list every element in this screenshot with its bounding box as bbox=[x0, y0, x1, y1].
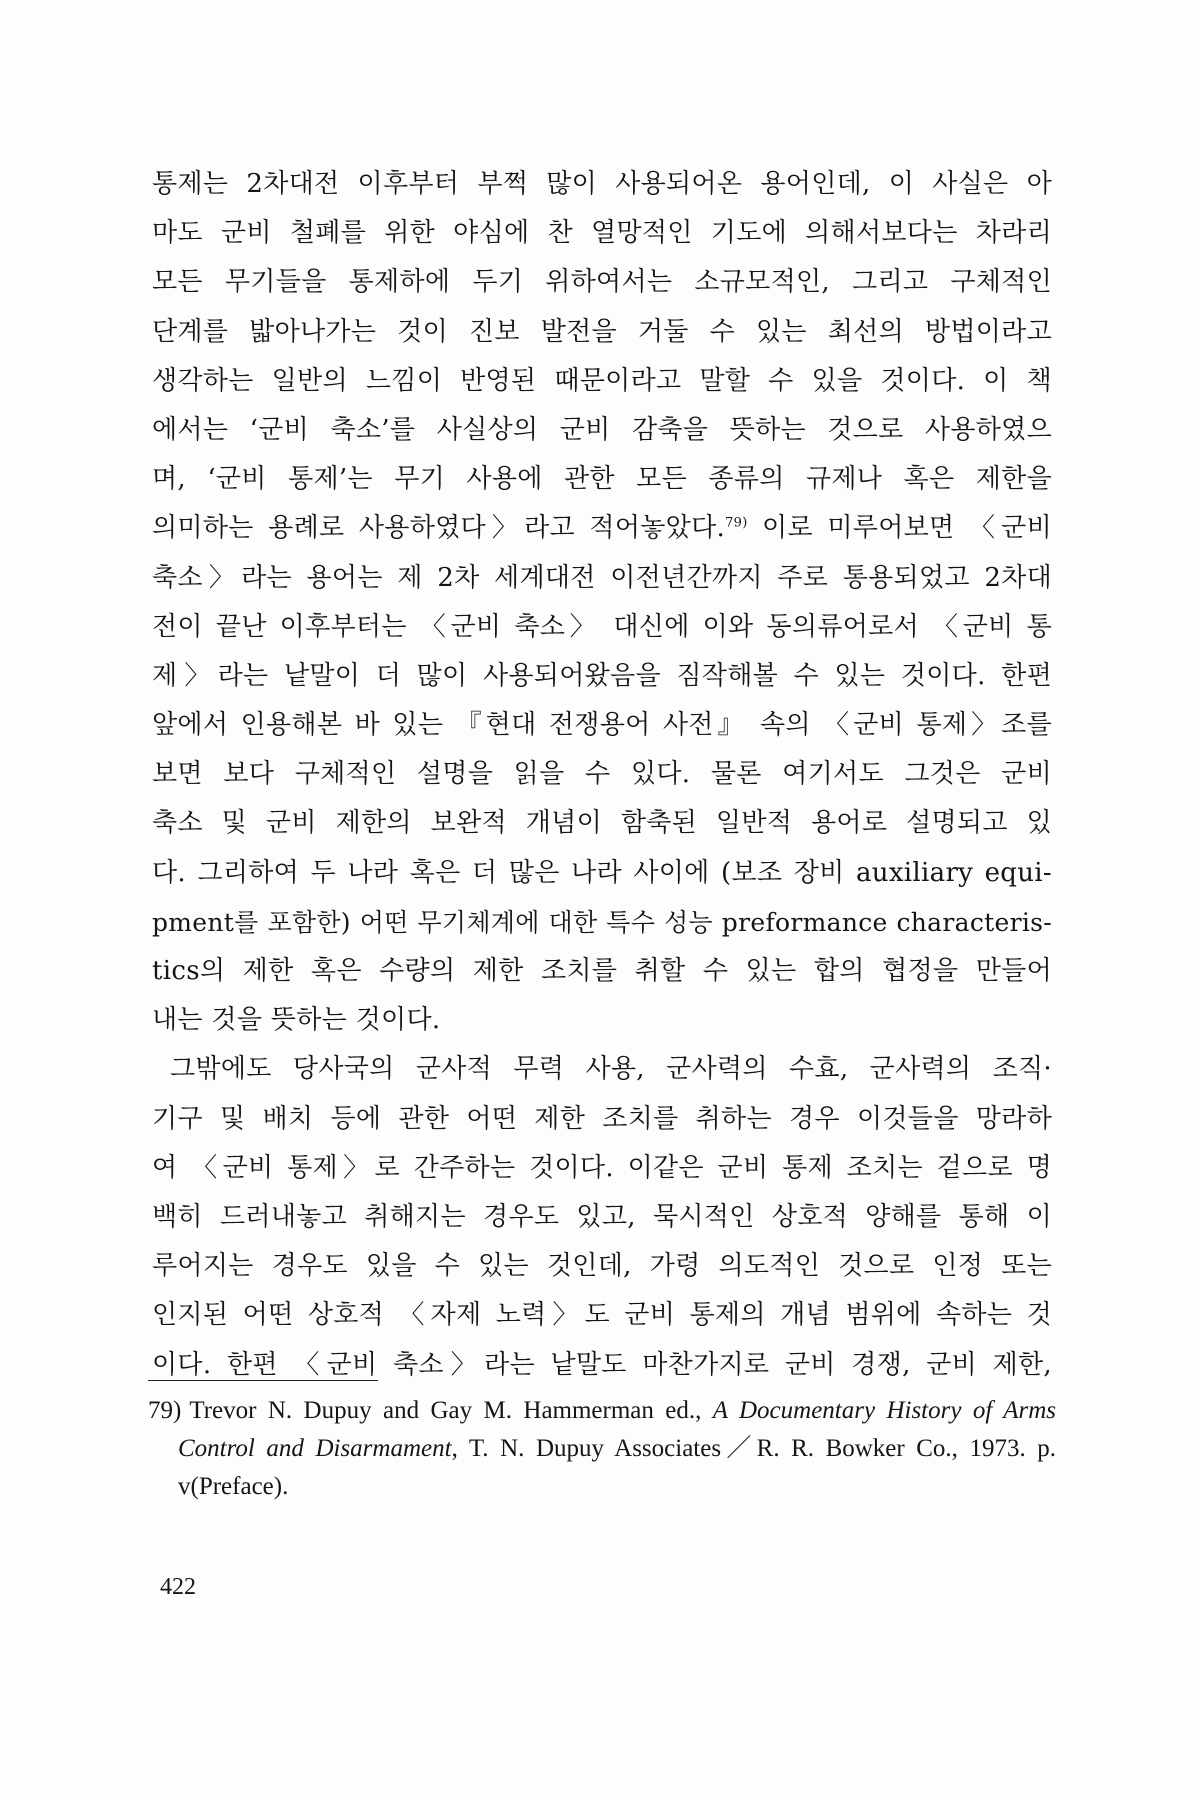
text-line: 백히 드러내놓고 취해지는 경우도 있고, 묵시적인 상호적 양해를 통해 이 bbox=[152, 1201, 1052, 1232]
text-line: 그밖에도 당사국의 군사적 무력 사용, 군사력의 수효, 군사력의 조직· bbox=[170, 1054, 1052, 1085]
text-line: 전이 끝난 이후부터는 〈군비 축소〉 대신에 이와 동의류어로서 〈군비 통 bbox=[152, 611, 1052, 642]
footnote-title-cont: Control and Disarmament bbox=[178, 1435, 452, 1462]
footnote-marker: 79) bbox=[148, 1397, 182, 1424]
page-number: 422 bbox=[160, 1574, 196, 1600]
footnote-publisher: , T. N. Dupuy Associates／R. R. Bowker Co., 1973. p. bbox=[451, 1435, 1056, 1462]
footnote-line bbox=[148, 1430, 1056, 1468]
text-line: pment를 포함한) 어떤 무기체계에 대한 특수 성능 preformance characteris- bbox=[152, 907, 1052, 937]
text-line: 다. 그리하여 두 나라 혹은 더 많은 나라 사이에 (보조 장비 auxiliary equi- bbox=[152, 857, 1052, 888]
text-line-tail: 이로 미루어보면 〈군비 bbox=[747, 513, 1052, 544]
text-line-with-footnote-ref bbox=[152, 504, 1052, 553]
text-line: 여 〈군비 통제〉로 간주하는 것이다. 이같은 군비 통제 조치는 겉으로 명 bbox=[152, 1152, 1052, 1183]
text-line: 생각하는 일반의 느낌이 반영된 때문이라고 말할 수 있을 것이다. 이 책 bbox=[152, 365, 1052, 396]
text-line: 모든 무기들을 통제하에 두기 위하여서는 소규모적인, 그리고 구체적인 bbox=[152, 267, 1052, 298]
text-line: 마도 군비 철폐를 위한 야심에 찬 열망적인 기도에 의해서보다는 차라리 bbox=[152, 218, 1052, 249]
text-line: 축소 및 군비 제한의 보완적 개념이 함축된 일반적 용어로 설명되고 있 bbox=[152, 808, 1052, 839]
footnote-line: v(Preface). bbox=[178, 1473, 289, 1500]
footnote-divider bbox=[148, 1380, 378, 1381]
text-line: 에서는 ‘군비 축소’를 사실상의 군비 감축을 뜻하는 것으로 사용하였으 bbox=[152, 414, 1052, 445]
footnote bbox=[148, 1392, 1056, 1506]
footnote-title: A Documentary History of Arms bbox=[712, 1397, 1057, 1424]
text-line: 며, ‘군비 통제’는 무기 사용에 관한 모든 종류의 규제나 혹은 제한을 bbox=[152, 464, 1052, 495]
footnote-authors: Trevor N. Dupuy and Gay M. Hammerman ed., bbox=[189, 1397, 713, 1424]
footnote-reference: 79) bbox=[725, 515, 748, 531]
footnote-line bbox=[148, 1392, 1056, 1430]
text-line: 통제는 2차대전 이후부터 부쩍 많이 사용되어온 용어인데, 이 사실은 아 bbox=[152, 169, 1052, 199]
text-line: 축소〉라는 용어는 제 2차 세계대전 이전년간까지 주로 통용되었고 2차대 bbox=[152, 562, 1052, 593]
text-line: 루어지는 경우도 있을 수 있는 것인데, 가령 의도적인 것으로 인정 또는 bbox=[152, 1251, 1052, 1282]
text-line: 앞에서 인용해본 바 있는 『현대 전쟁용어 사전』 속의 〈군비 통제〉조를 bbox=[152, 710, 1052, 741]
text-line: 이다. 한편 〈군비 축소〉라는 낱말도 마찬가지로 군비 경쟁, 군비 제한, bbox=[152, 1349, 1052, 1380]
text-line: tics의 제한 혹은 수량의 제한 조치를 취할 수 있는 합의 협정을 만들어 bbox=[152, 956, 1052, 986]
text-line: 단계를 밟아나가는 것이 진보 발전을 거둘 수 있는 최선의 방법이라고 bbox=[152, 316, 1052, 347]
text-line: 보면 보다 구체적인 설명을 읽을 수 있다. 물론 여기서도 그것은 군비 bbox=[152, 759, 1052, 790]
text-line: 제〉라는 낱말이 더 많이 사용되어왔음을 짐작해볼 수 있는 것이다. 한편 bbox=[152, 660, 1052, 691]
body-text bbox=[152, 160, 1052, 1390]
text-line-head: 의미하는 용례로 사용하였다〉라고 적어놓았다. bbox=[152, 513, 726, 544]
text-line: 기구 및 배치 등에 관한 어떤 제한 조치를 취하는 경우 이것들을 망라하 bbox=[152, 1103, 1052, 1134]
text-line: 인지된 어떤 상호적 〈자제 노력〉도 군비 통제의 개념 범위에 속하는 것 bbox=[152, 1300, 1052, 1331]
text-line: 내는 것을 뜻하는 것이다. bbox=[152, 1005, 441, 1036]
